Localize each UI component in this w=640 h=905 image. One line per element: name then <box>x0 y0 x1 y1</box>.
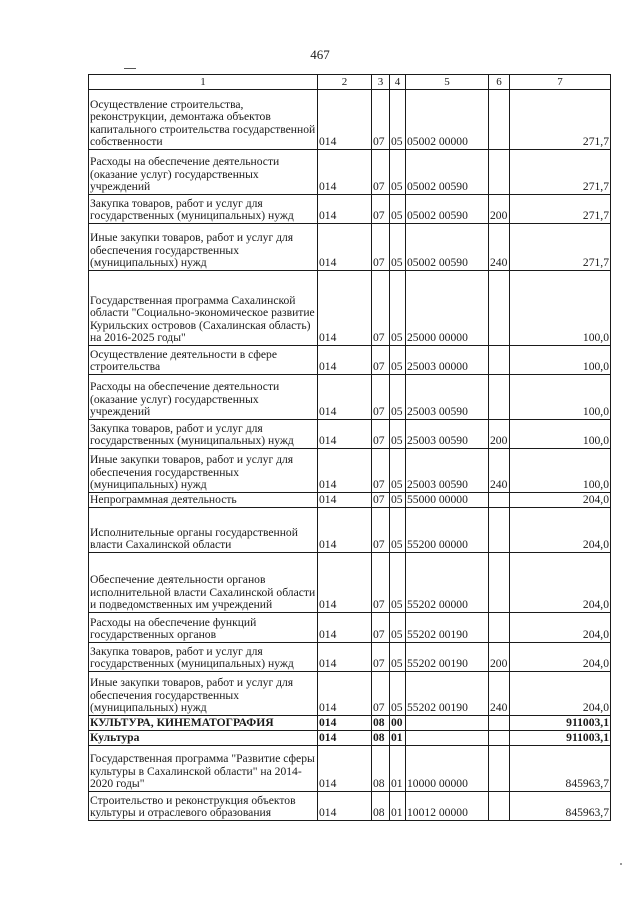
budget-table <box>88 74 611 821</box>
row-name: Культура <box>89 731 318 746</box>
row-target-code: 05002 00000 <box>406 90 489 150</box>
row-target-code <box>406 731 489 746</box>
row-section-code: 08 <box>372 792 390 821</box>
row-target-code: 05002 00590 <box>406 224 489 271</box>
row-ved-code: 014 <box>318 716 372 731</box>
table-row <box>89 672 611 716</box>
row-ved-code: 014 <box>318 746 372 792</box>
row-expense-type-code <box>489 493 510 508</box>
row-expense-type-code <box>489 613 510 643</box>
row-subsection-code: 05 <box>390 195 406 224</box>
row-ved-code: 014 <box>318 90 372 150</box>
row-expense-type-code: 240 <box>489 224 510 271</box>
row-amount: 204,0 <box>510 643 611 672</box>
row-target-code: 55202 00190 <box>406 613 489 643</box>
row-section-code: 07 <box>372 346 390 375</box>
row-expense-type-code <box>489 375 510 420</box>
row-subsection-code: 05 <box>390 375 406 420</box>
row-amount: 911003,1 <box>510 731 611 746</box>
table-row <box>89 90 611 150</box>
row-expense-type-code <box>489 346 510 375</box>
header-cell: 6 <box>489 75 510 90</box>
row-subsection-code: 00 <box>390 716 406 731</box>
row-name: Исполнительные органы государственной власти Сахалинской области <box>89 508 318 553</box>
row-section-code: 07 <box>372 613 390 643</box>
row-subsection-code: 05 <box>390 150 406 195</box>
table-row <box>89 224 611 271</box>
header-cell: 7 <box>510 75 611 90</box>
row-name: Закупка товаров, работ и услуг для государственных (муниципальных) нужд <box>89 420 318 449</box>
row-ved-code: 014 <box>318 672 372 716</box>
table-row <box>89 731 611 746</box>
row-expense-type-code <box>489 553 510 613</box>
row-target-code: 55202 00190 <box>406 643 489 672</box>
table-row <box>89 613 611 643</box>
row-amount: 100,0 <box>510 420 611 449</box>
row-ved-code: 014 <box>318 508 372 553</box>
row-amount: 100,0 <box>510 449 611 493</box>
row-amount: 100,0 <box>510 346 611 375</box>
row-ved-code: 014 <box>318 346 372 375</box>
row-subsection-code: 01 <box>390 731 406 746</box>
table-row <box>89 449 611 493</box>
header-cell: 1 <box>89 75 318 90</box>
row-expense-type-code <box>489 508 510 553</box>
row-name: Расходы на обеспечение деятельности (оказание услуг) государственных учреждений <box>89 150 318 195</box>
row-ved-code: 014 <box>318 643 372 672</box>
row-amount: 271,7 <box>510 150 611 195</box>
row-name: Иные закупки товаров, работ и услуг для обеспечения государственных (муниципальных) нужд <box>89 449 318 493</box>
row-amount: 204,0 <box>510 553 611 613</box>
row-subsection-code: 05 <box>390 643 406 672</box>
row-subsection-code: 05 <box>390 493 406 508</box>
row-expense-type-code <box>489 150 510 195</box>
row-ved-code: 014 <box>318 195 372 224</box>
row-subsection-code: 01 <box>390 746 406 792</box>
row-name: Закупка товаров, работ и услуг для государственных (муниципальных) нужд <box>89 195 318 224</box>
table-row <box>89 375 611 420</box>
row-section-code: 08 <box>372 746 390 792</box>
header-cell: 3 <box>372 75 390 90</box>
row-ved-code: 014 <box>318 420 372 449</box>
scan-dot <box>620 863 622 865</box>
row-subsection-code: 05 <box>390 613 406 643</box>
row-subsection-code: 05 <box>390 90 406 150</box>
row-expense-type-code <box>489 792 510 821</box>
row-target-code: 55202 00000 <box>406 553 489 613</box>
row-section-code: 08 <box>372 716 390 731</box>
row-section-code: 07 <box>372 643 390 672</box>
table-row <box>89 420 611 449</box>
row-target-code: 05002 00590 <box>406 150 489 195</box>
row-ved-code: 014 <box>318 493 372 508</box>
table-row <box>89 792 611 821</box>
row-expense-type-code: 200 <box>489 195 510 224</box>
row-subsection-code: 05 <box>390 224 406 271</box>
table-row <box>89 346 611 375</box>
row-name: Закупка товаров, работ и услуг для государственных (муниципальных) нужд <box>89 643 318 672</box>
page-number: 467 <box>310 47 330 62</box>
header-cell: 2 <box>318 75 372 90</box>
row-target-code: 25000 00000 <box>406 271 489 346</box>
row-expense-type-code <box>489 731 510 746</box>
row-ved-code: 014 <box>318 792 372 821</box>
row-name: Строительство и реконструкция объектов культуры и отраслевого образования <box>89 792 318 821</box>
row-expense-type-code <box>489 271 510 346</box>
table-row <box>89 643 611 672</box>
row-name: Государственная программа "Развитие сферы культуры в Сахалинской области" на 2014-2020 годы" <box>89 746 318 792</box>
row-amount: 204,0 <box>510 672 611 716</box>
row-section-code: 07 <box>372 420 390 449</box>
table-row <box>89 553 611 613</box>
row-subsection-code: 05 <box>390 346 406 375</box>
row-name: Обеспечение деятельности органов исполнительной власти Сахалинской области и подведомственных им учреждений <box>89 553 318 613</box>
row-ved-code: 014 <box>318 375 372 420</box>
table-row <box>89 508 611 553</box>
row-target-code <box>406 716 489 731</box>
row-name: Иные закупки товаров, работ и услуг для обеспечения государственных (муниципальных) нужд <box>89 224 318 271</box>
row-name: Непрограммная деятельность <box>89 493 318 508</box>
row-ved-code: 014 <box>318 150 372 195</box>
row-amount: 271,7 <box>510 224 611 271</box>
row-target-code: 25003 00000 <box>406 346 489 375</box>
row-section-code: 07 <box>372 449 390 493</box>
row-subsection-code: 05 <box>390 449 406 493</box>
row-target-code: 25003 00590 <box>406 375 489 420</box>
row-name: Государственная программа Сахалинской области "Социально-экономическое развитие Курильских островов (Сахалинская область) на 2016-2025 годы" <box>89 271 318 346</box>
row-target-code: 25003 00590 <box>406 449 489 493</box>
row-name: Иные закупки товаров, работ и услуг для обеспечения государственных (муниципальных) нужд <box>89 672 318 716</box>
header-cell: 5 <box>406 75 489 90</box>
row-expense-type-code <box>489 746 510 792</box>
row-subsection-code: 05 <box>390 672 406 716</box>
row-target-code: 55202 00190 <box>406 672 489 716</box>
row-amount: 204,0 <box>510 493 611 508</box>
row-subsection-code: 05 <box>390 508 406 553</box>
table-row <box>89 746 611 792</box>
row-name: Осуществление деятельности в сфере строительства <box>89 346 318 375</box>
row-amount: 100,0 <box>510 375 611 420</box>
row-target-code: 10012 00000 <box>406 792 489 821</box>
row-amount: 204,0 <box>510 613 611 643</box>
row-section-code: 07 <box>372 375 390 420</box>
table-row <box>89 271 611 346</box>
row-ved-code: 014 <box>318 449 372 493</box>
row-name: Расходы на обеспечение функций государственных органов <box>89 613 318 643</box>
row-section-code: 07 <box>372 224 390 271</box>
row-ved-code: 014 <box>318 613 372 643</box>
row-name: КУЛЬТУРА, КИНЕМАТОГРАФИЯ <box>89 716 318 731</box>
table-row <box>89 493 611 508</box>
row-ved-code: 014 <box>318 553 372 613</box>
row-expense-type-code: 240 <box>489 672 510 716</box>
scan-mark <box>124 68 136 69</box>
row-amount: 845963,7 <box>510 792 611 821</box>
row-target-code: 05002 00590 <box>406 195 489 224</box>
table-row <box>89 716 611 731</box>
row-amount: 271,7 <box>510 195 611 224</box>
row-section-code: 07 <box>372 508 390 553</box>
row-amount: 204,0 <box>510 508 611 553</box>
row-expense-type-code <box>489 90 510 150</box>
row-name: Осуществление строительства, реконструкции, демонтажа объектов капитального строительства государственной собственности <box>89 90 318 150</box>
row-ved-code: 014 <box>318 271 372 346</box>
row-section-code: 07 <box>372 553 390 613</box>
row-target-code: 25003 00590 <box>406 420 489 449</box>
row-section-code: 07 <box>372 493 390 508</box>
row-subsection-code: 05 <box>390 420 406 449</box>
row-amount: 100,0 <box>510 271 611 346</box>
row-amount: 911003,1 <box>510 716 611 731</box>
row-section-code: 07 <box>372 195 390 224</box>
row-amount: 271,7 <box>510 90 611 150</box>
row-ved-code: 014 <box>318 731 372 746</box>
header-row <box>89 75 611 90</box>
table-row <box>89 150 611 195</box>
row-subsection-code: 01 <box>390 792 406 821</box>
row-expense-type-code: 200 <box>489 643 510 672</box>
row-section-code: 07 <box>372 672 390 716</box>
row-expense-type-code: 240 <box>489 449 510 493</box>
row-subsection-code: 05 <box>390 553 406 613</box>
row-expense-type-code <box>489 716 510 731</box>
row-target-code: 55000 00000 <box>406 493 489 508</box>
row-expense-type-code: 200 <box>489 420 510 449</box>
row-section-code: 07 <box>372 271 390 346</box>
row-ved-code: 014 <box>318 224 372 271</box>
row-subsection-code: 05 <box>390 271 406 346</box>
header-cell: 4 <box>390 75 406 90</box>
row-name: Расходы на обеспечение деятельности (оказание услуг) государственных учреждений <box>89 375 318 420</box>
row-section-code: 08 <box>372 731 390 746</box>
row-amount: 845963,7 <box>510 746 611 792</box>
row-target-code: 55200 00000 <box>406 508 489 553</box>
row-target-code: 10000 00000 <box>406 746 489 792</box>
row-section-code: 07 <box>372 90 390 150</box>
table-row <box>89 195 611 224</box>
row-section-code: 07 <box>372 150 390 195</box>
